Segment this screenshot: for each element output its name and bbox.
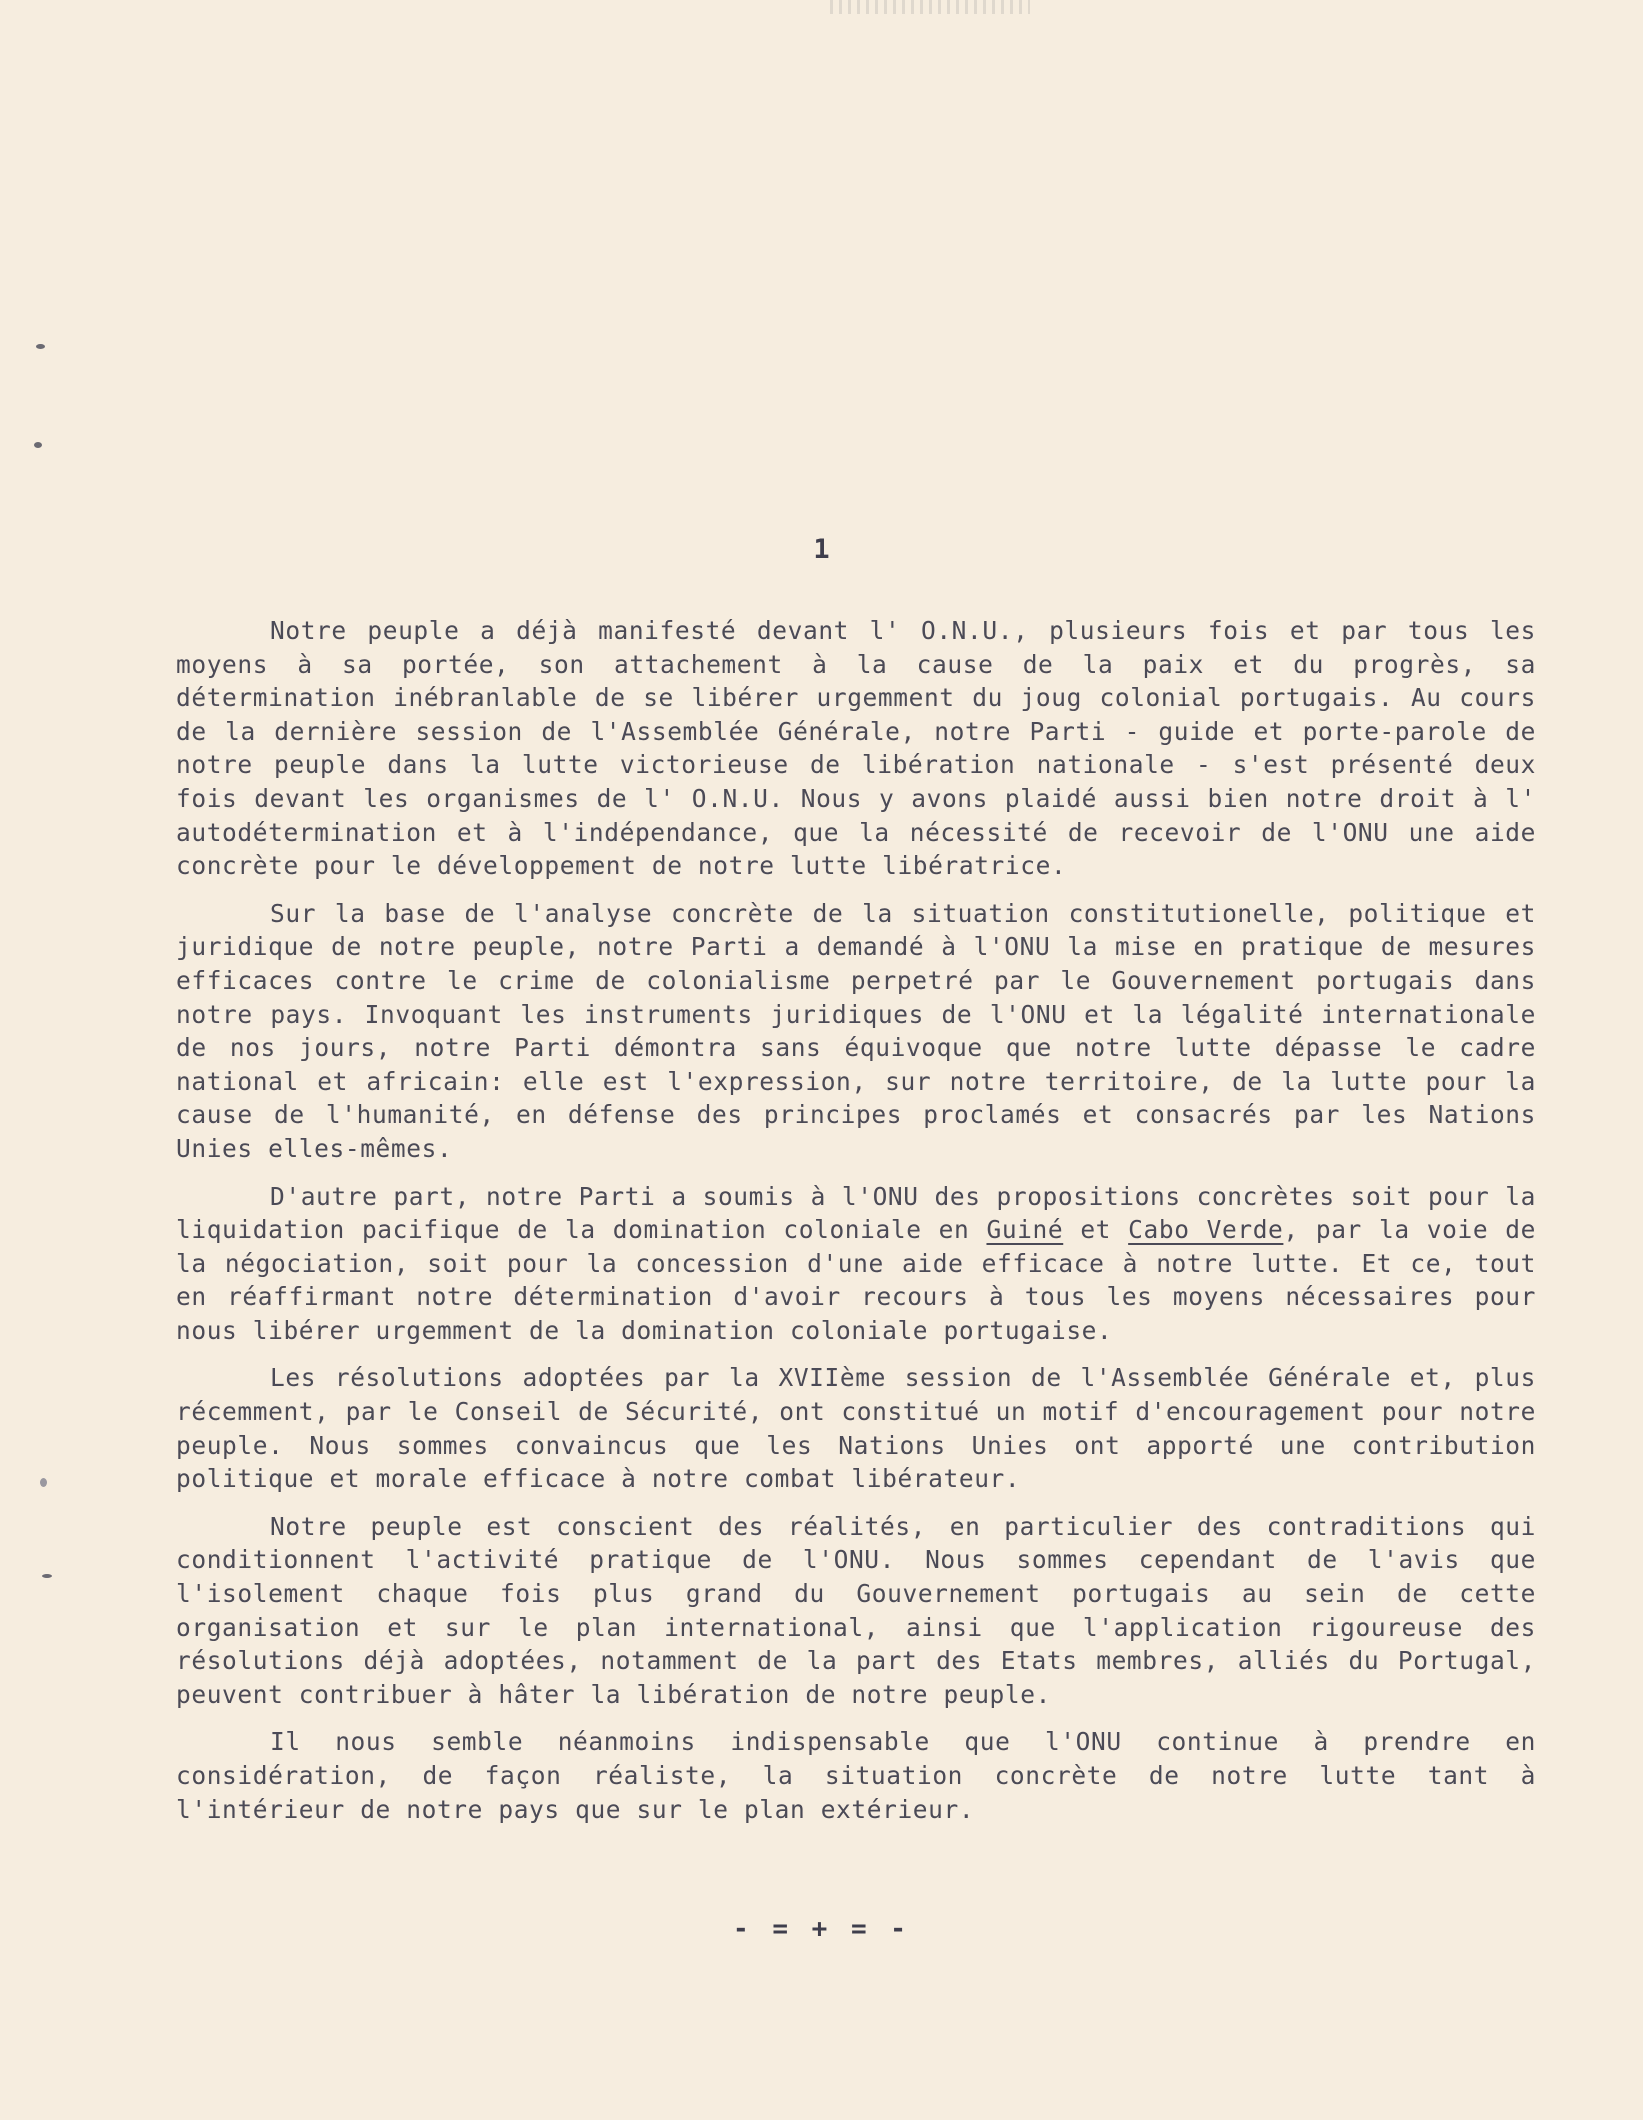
paragraph-3-start: D'autre part, notre Parti a soumis à l'ONU des propositions concrètes soit pour la liquidation pacifique de la domination coloniale en	[176, 1181, 1536, 1245]
paper-speckle	[830, 0, 1030, 14]
paragraph-6: Il nous semble néanmoins indispensable que l'ONU continue à prendre en considération, de façon réaliste, la situation concrète de notre lutte tant à l'intérieur de notre pays que sur le plan extérieur.	[176, 1727, 1536, 1824]
body-text	[176, 614, 1536, 1840]
page-number: 1	[813, 534, 830, 565]
underlined-term-guine: Guiné	[986, 1215, 1064, 1245]
underlined-term-cabo-verde: Cabo Verde	[1128, 1215, 1284, 1245]
paragraph-4: Les résolutions adoptées par la XVIIème session de l'Assemblée Générale et, plus récemment, par le Conseil de Sécurité, ont constitué un motif d'encouragement pour notre peuple. Nous sommes convaincus que les Nations Unies ont apporté une contribution politique et morale efficace à notre combat libérateur.	[176, 1363, 1536, 1494]
paragraph-3-end: , par la voie de la négociation, soit pour la concession d'une aide efficace à notre lutte. Et ce, tout en réaffirmant notre détermination d'avoir recours à tous les moyens nécessaires pour nous libérer urgemment de la domination coloniale portugaise.	[176, 1215, 1537, 1345]
paragraph-2: Sur la base de l'analyse concrète de la situation constitutionelle, politique et juridique de notre peuple, notre Parti a demandé à l'ONU la mise en pratique de mesures efficaces contre le crime de colonialisme perpetré par le Gouvernement portugais dans notre pays. Invoquant les instruments juridiques de l'ONU et la légalité internationale de nos jours, notre Parti démontra sans équivoque que notre lutte dépasse le cadre national et africain: elle est l'expression, sur notre territoire, de la lutte pour la cause de l'humanité, en défense des principes proclamés et consacrés par les Nations Unies elles-mêmes.	[176, 898, 1536, 1163]
margin-mark	[40, 1478, 47, 1487]
paragraph-3-middle: et	[1063, 1215, 1129, 1245]
margin-mark	[36, 344, 45, 349]
margin-mark	[34, 442, 42, 448]
paragraph-5: Notre peuple est conscient des réalités, en particulier des contraditions qui conditionnent l'activité pratique de l'ONU. Nous sommes cependant de l'avis que l'isolement chaque fois plus grand du Gouvernement portugais au sein de cette organisation et sur le plan international, ainsi que l'application rigoureuse des résolutions déjà adoptées, notamment de la part des Etats membres, alliés du Portugal, peuvent contribuer à hâter la libération de notre peuple.	[176, 1511, 1536, 1709]
margin-mark	[42, 1574, 52, 1578]
end-mark: - = + = -	[733, 1914, 910, 1944]
paragraph-1: Notre peuple a déjà manifesté devant l' O.N.U., plusieurs fois et par tous les moyens à sa portée, son attachement à la cause de la paix et du progrès, sa détermination inébranlable de se libérer urgemment du joug colonial portugais. Au cours de la dernière session de l'Assemblée Générale, notre Parti - guide et porte-parole de notre peuple dans la lutte victorieuse de libération nationale - s'est présenté deux fois devant les organismes de l' O.N.U. Nous y avons plaidé aussi bien notre droit à l' autodétermination et à l'indépendance, que la nécessité de recevoir de l'ONU une aide concrète pour le développement de notre lutte libératrice.	[176, 616, 1536, 881]
paragraph-3	[176, 1180, 1536, 1348]
